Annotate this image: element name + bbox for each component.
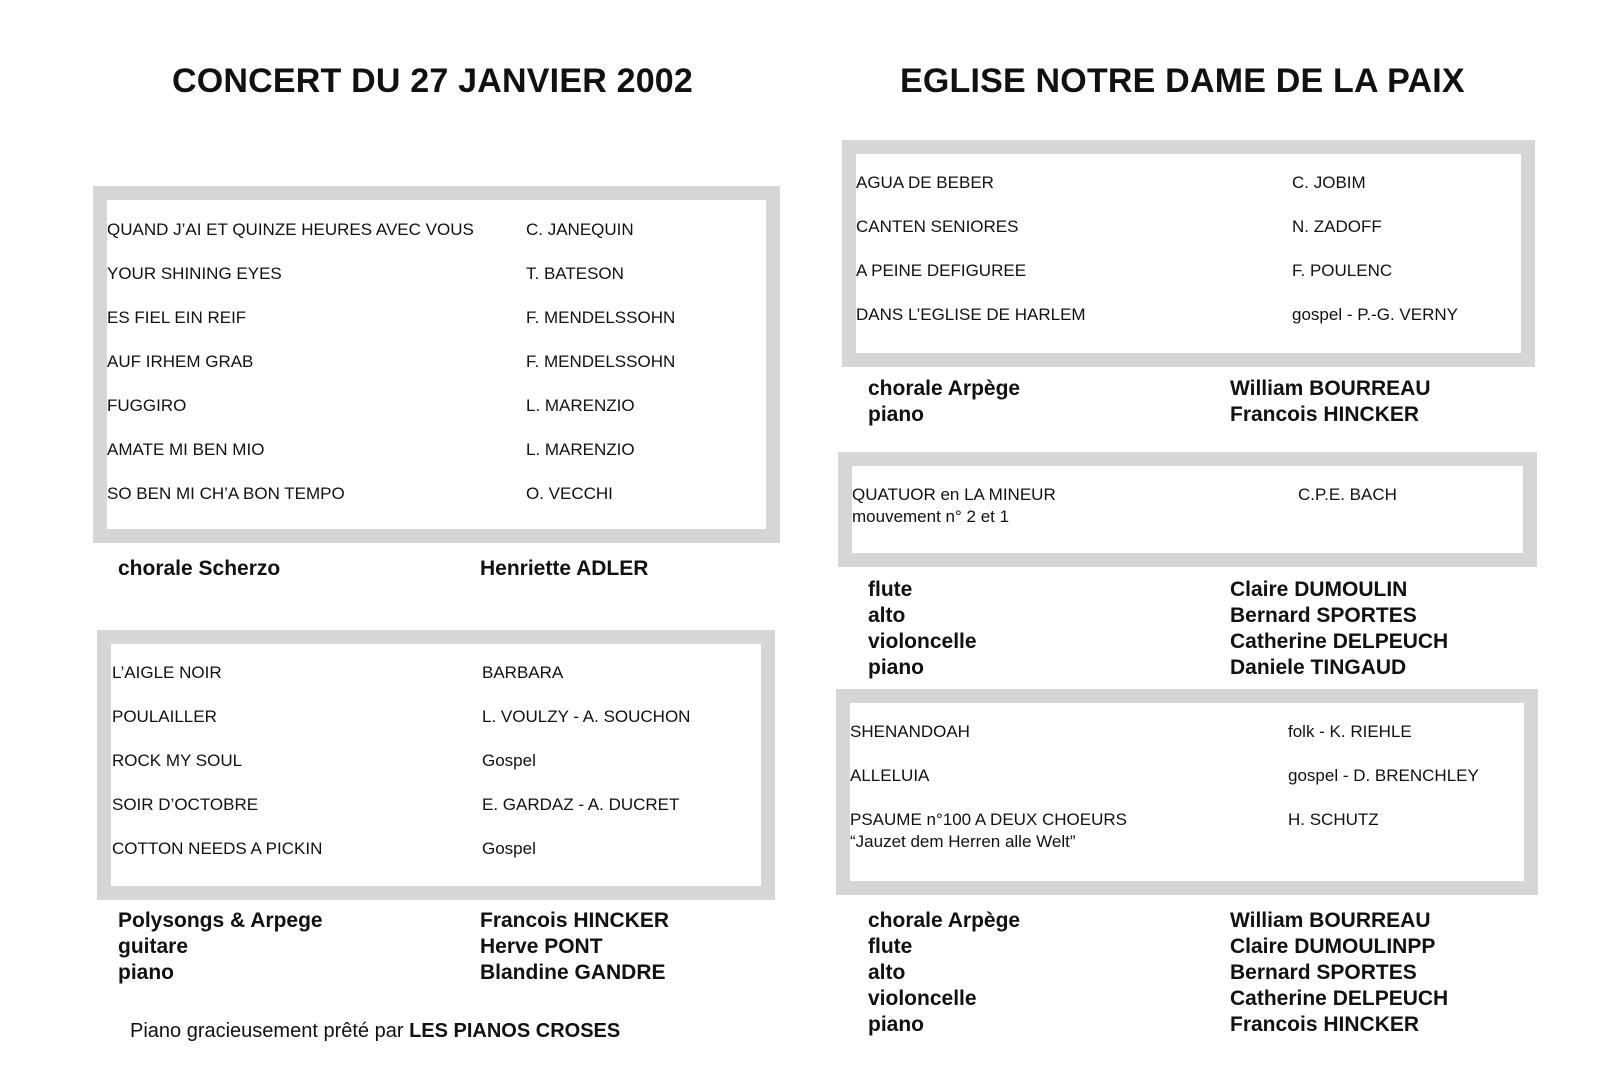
piece-composer: folk - K. RIEHLE [1288, 722, 1412, 741]
piece-title: PSAUME n°100 A DEUX CHOEURS [850, 810, 1128, 829]
piece-title: AGUA DE BEBER [856, 173, 994, 192]
performer-name: Blandine GANDRE [480, 961, 666, 984]
piece-composer: E. GARDAZ - A. DUCRET [482, 795, 680, 814]
piece-composer: T. BATESON [526, 264, 624, 283]
performer-name: Bernard SPORTES [1230, 604, 1417, 627]
piece-title: QUATUOR en LA MINEUR [852, 485, 1056, 504]
piano-loan-text: Piano gracieusement prêté par [130, 1020, 410, 1042]
piece-composer: F. POULENC [1292, 261, 1393, 280]
piece-composer: L. VOULZY - A. SOUCHON [482, 707, 691, 726]
piece-title: ALLELUIA [850, 766, 930, 785]
piece-composer: C.P.E. BACH [1298, 485, 1397, 504]
piece-title: A PEINE DEFIGUREE [856, 261, 1027, 280]
piece-title: POULAILLER [112, 707, 217, 726]
piece-composer: C. JOBIM [1292, 173, 1366, 192]
piece-title: AUF IRHEM GRAB [107, 352, 254, 371]
performer-name: Herve PONT [480, 935, 603, 958]
piece-composer: H. SCHUTZ [1288, 810, 1379, 829]
piece-composer: C. JANEQUIN [526, 220, 634, 239]
piece-title: AMATE MI BEN MIO [107, 440, 265, 459]
performer-name: Catherine DELPEUCH [1230, 987, 1449, 1010]
performer-role: flute [868, 578, 913, 601]
performer-name: Francois HINCKER [1230, 403, 1420, 426]
performer-role: piano [118, 961, 174, 984]
venue-title: EGLISE NOTRE DAME DE LA PAIX [900, 62, 1465, 100]
piece-title: SO BEN MI CH’A BON TEMPO [107, 484, 345, 503]
performer-role: Polysongs & Arpege [118, 909, 323, 932]
piece-subtitle: “Jauzet dem Herren alle Welt” [850, 832, 1076, 851]
program-2-pieces [111, 644, 761, 886]
performer-role: alto [868, 961, 906, 984]
performer-name: Francois HINCKER [1230, 1013, 1420, 1036]
performer-role: piano [868, 403, 924, 426]
performer-role: violoncelle [868, 987, 977, 1010]
program-3-pieces [856, 154, 1521, 353]
piece-subtitle: mouvement n° 2 et 1 [852, 507, 1010, 526]
piece-composer: BARBARA [482, 663, 564, 682]
performer-name: William BOURREAU [1230, 377, 1431, 400]
piece-title: FUGGIRO [107, 396, 187, 415]
performer-role: guitare [118, 935, 189, 958]
piece-title: COTTON NEEDS A PICKIN [112, 839, 323, 858]
performer-name: Claire DUMOULIN [1230, 578, 1408, 601]
piece-title: SOIR D’OCTOBRE [112, 795, 259, 814]
piano-loan-note [130, 1020, 620, 1043]
program-3-frame [842, 140, 1535, 367]
performer-name: Francois HINCKER [480, 909, 670, 932]
program-2-frame [97, 630, 775, 900]
performer-role: chorale Arpège [868, 909, 1021, 932]
piece-title: L’AIGLE NOIR [112, 663, 222, 682]
piece-composer: gospel - P.-G. VERNY [1292, 305, 1458, 324]
concert-title: CONCERT DU 27 JANVIER 2002 [172, 62, 694, 100]
performer-name: William BOURREAU [1230, 909, 1431, 932]
piece-title: ROCK MY SOUL [112, 751, 243, 770]
piece-composer: Gospel [482, 839, 536, 858]
piece-composer: N. ZADOFF [1292, 217, 1382, 236]
piece-title: QUAND J’AI ET QUINZE HEURES AVEC VOUS [107, 220, 474, 239]
program-4-frame [838, 452, 1537, 567]
performer-role: flute [868, 935, 913, 958]
piano-sponsor: LES PIANOS CROSES [409, 1020, 621, 1042]
program-4-pieces [852, 466, 1523, 553]
piece-title: CANTEN SENIORES [856, 217, 1019, 236]
piece-title: YOUR SHINING EYES [107, 264, 282, 283]
program-1-pieces [107, 200, 766, 529]
piece-composer: O. VECCHI [526, 484, 613, 503]
piece-composer: Gospel [482, 751, 536, 770]
performer-name: Henriette ADLER [480, 557, 649, 580]
piece-composer: gospel - D. BRENCHLEY [1288, 766, 1479, 785]
performer-role: chorale Arpège [868, 377, 1021, 400]
program-5-frame [836, 689, 1538, 895]
performer-role: piano [868, 656, 924, 679]
performer-role: alto [868, 604, 906, 627]
piece-composer: F. MENDELSSOHN [526, 352, 676, 371]
piece-composer: L. MARENZIO [526, 440, 635, 459]
performer-role: piano [868, 1013, 924, 1036]
performer-role: violoncelle [868, 630, 977, 653]
performer-name: Claire DUMOULINPP [1230, 935, 1436, 958]
performer-name: Daniele TINGAUD [1230, 656, 1407, 679]
performer-name: Bernard SPORTES [1230, 961, 1417, 984]
performer-name: Catherine DELPEUCH [1230, 630, 1449, 653]
piece-composer: L. MARENZIO [526, 396, 635, 415]
performer-role: chorale Scherzo [118, 557, 281, 580]
piece-title: ES FIEL EIN REIF [107, 308, 247, 327]
piece-title: SHENANDOAH [850, 722, 970, 741]
piece-title: DANS L’EGLISE DE HARLEM [856, 305, 1086, 324]
program-5-pieces [850, 703, 1524, 881]
piece-composer: F. MENDELSSOHN [526, 308, 676, 327]
program-1-frame [93, 186, 780, 543]
